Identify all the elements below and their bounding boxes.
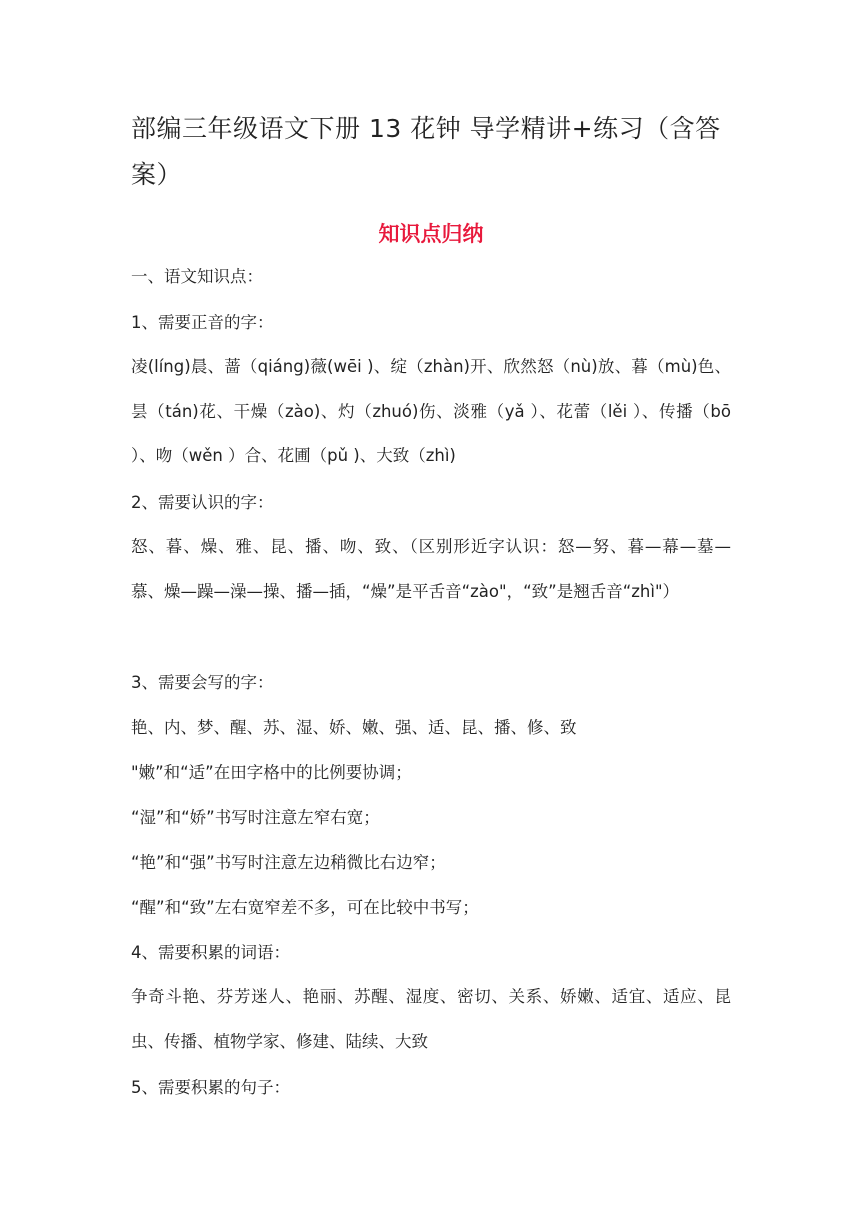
item2-text: 怒、暮、燥、雅、昆、播、吻、致、（区别形近字认识：怒—努、暮—幕—墓—慕、燥—躁—澡—操、播—插，“燥”是平舌音“zào"，“致”是翘舌音“zhì"） — [131, 537, 731, 601]
section-heading: 知识点归纳 — [378, 222, 484, 246]
part1-heading: 一、语文知识点： — [131, 267, 263, 286]
item3-note: “醒”和“致”左右宽窄差不多，可在比较中书写； — [131, 898, 479, 917]
item1-text: 凌(líng)晨、蔷（qiáng)薇(wēi )、绽（zhàn)开、欣然怒（nù)放、暮（mù)色、昙（tán)花、干燥（zào)、灼（zhuó)伤、淡雅（yǎ ）、花蕾（lěi ）、传播（bō ）、吻（wěn ）合、花圃（pǔ )、大致（zhì) — [131, 357, 731, 465]
item4-text: 争奇斗艳、芬芳迷人、艳丽、苏醒、湿度、密切、关系、娇嫩、适宜、适应、昆虫、传播、植物学家、修建、陆续、大致 — [131, 987, 731, 1051]
item3-note: “艳”和“强”书写时注意左边稍微比右边窄； — [131, 853, 446, 872]
item3-note: "嫩”和“适”在田字格中的比例要协调； — [131, 763, 412, 782]
item3-heading: 3、需要会写的字： — [131, 673, 274, 692]
item2-heading: 2、需要认识的字： — [131, 493, 274, 512]
document-title: 部编三年级语文下册 13 花钟 导学精讲+练习（含答案） — [131, 114, 721, 189]
item5-heading: 5、需要积累的句子： — [131, 1078, 290, 1097]
item3-chars: 艳、内、梦、醒、苏、湿、娇、嫩、强、适、昆、播、修、致 — [131, 718, 577, 737]
item4-heading: 4、需要积累的词语： — [131, 943, 290, 962]
item3-note: “湿”和“娇”书写时注意左窄右宽； — [131, 808, 380, 827]
item1-heading: 1、需要正音的字： — [131, 313, 274, 332]
